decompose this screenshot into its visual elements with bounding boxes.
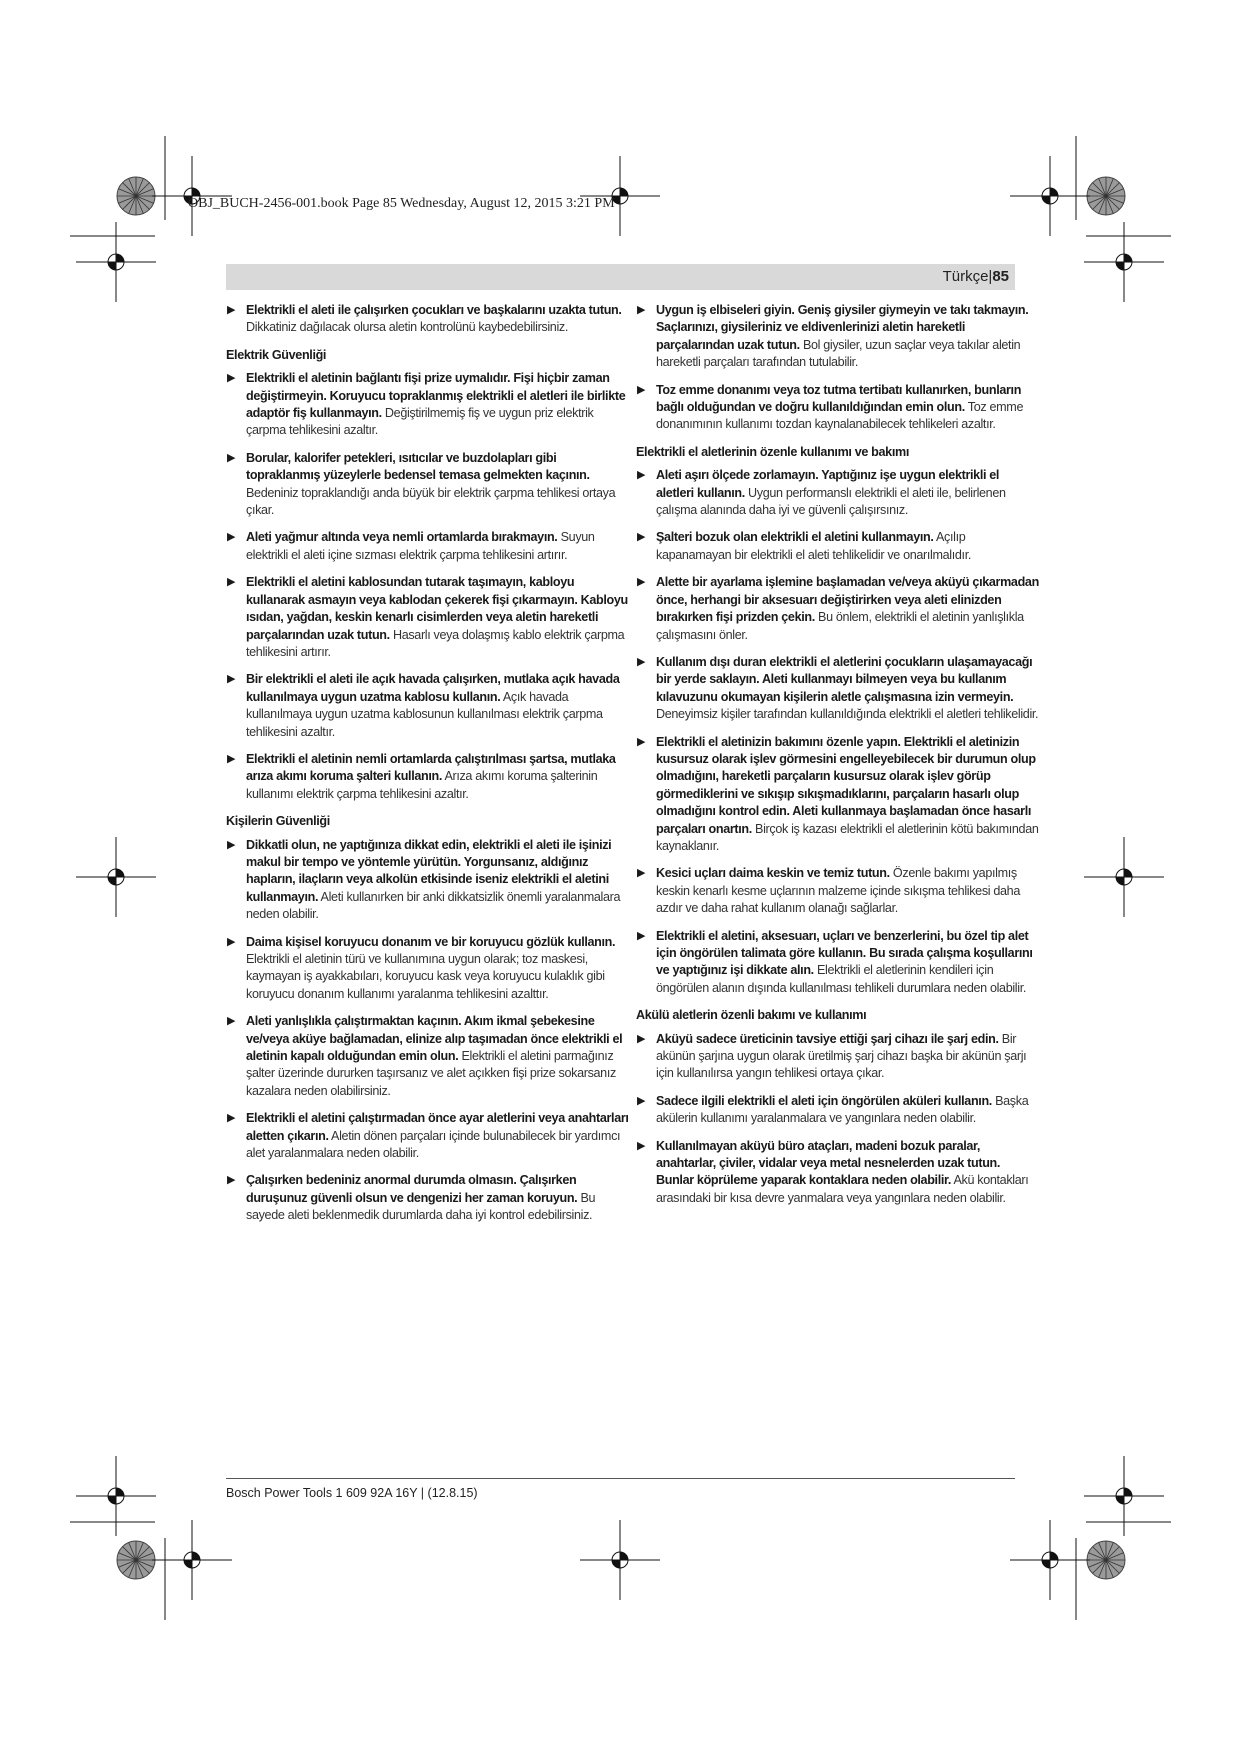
bullet-arrow-icon: ▶ — [637, 929, 646, 942]
header-language: Türkçe — [942, 268, 989, 285]
item-explanation: Arıza akımı koruma şalterinin kullanımı elektrik çarpma tehlikesini azaltır. — [246, 769, 598, 801]
bullet-arrow-icon: ▶ — [637, 1139, 646, 1152]
section-heading: Kişilerin Güvenliği — [226, 814, 330, 829]
item-explanation: Başka akülerin kullanımı yaralanmalara ve yangınlara neden olabilir. — [656, 1093, 1029, 1126]
item-emphasis: Kullanılmayan aküyü büro ataçları, madeni bozuk paralar, anahtarlar, çiviler, vidalar veya metal nesnelerden uzak tutun. Bunlar köprüleme yaparak kontaklara neden olabilir. — [656, 1138, 1001, 1188]
item-explanation: Özenle bakımı yapılmış keskin kenarlı kesme uçlarının malzeme içinde sıkışma tehlikesi daha azdır ve daha rahat kullanım olanağı sağlarlar. — [656, 866, 1020, 916]
header-separator: | — [988, 268, 993, 285]
footer-rule — [226, 1478, 1015, 1479]
safety-item — [636, 467, 1040, 519]
item-emphasis: Aleti yanlışlıkla çalıştırmaktan kaçının. Akım ikmal şebekesine ve/veya aküye bağlamadan, elinize alıp taşımadan önce elektrikli el aletinin kapalı olduğundan emin olun. — [246, 1014, 623, 1064]
item-explanation: Suyun elektrikli el aleti içine sızması elektrik çarpma tehlikesini artırır. — [246, 530, 595, 562]
bullet-arrow-icon: ▶ — [227, 372, 236, 385]
item-emphasis: Sadece ilgili elektrikli el aleti için öngörülen aküleri kullanın. — [656, 1093, 992, 1108]
item-emphasis: Aleti yağmur altında veya nemli ortamlarda bırakmayın. — [246, 530, 558, 545]
footer-text: Bosch Power Tools 1 609 92A 16Y | (12.8.15) — [226, 1486, 478, 1500]
safety-item — [226, 370, 630, 440]
item-explanation: Akü kontakları arasındaki bir kısa devre yanmalara veya yangınlara neden olabilir. — [656, 1173, 1029, 1205]
bullet-arrow-icon: ▶ — [637, 576, 646, 589]
bullet-arrow-icon: ▶ — [227, 531, 236, 544]
page-header — [226, 264, 1015, 290]
bullet-arrow-icon: ▶ — [637, 1094, 646, 1107]
safety-item — [226, 574, 630, 661]
bullet-arrow-icon: ▶ — [227, 1015, 236, 1028]
item-explanation: Açılıp kapanamayan bir elektrikli el aleti tehlikelidir ve onarılmalıdır. — [656, 530, 971, 562]
safety-item — [636, 865, 1040, 917]
item-explanation: Aleti kullanırken bir anki dikkatsizlik önemli yaralanmalara neden olabilir. — [246, 889, 621, 922]
item-explanation: Değiştirilmemiş fiş ve uygun priz elektrik çarpma tehlikesini azaltır. — [246, 406, 594, 438]
bullet-arrow-icon: ▶ — [637, 735, 646, 748]
item-emphasis: Borular, kalorifer petekleri, ısıtıcılar ve buzdolapları gibi topraklanmış yüzeylerle bedensel temasa gelmekten kaçının. — [246, 450, 590, 483]
safety-item — [226, 934, 630, 1004]
bullet-arrow-icon: ▶ — [227, 935, 236, 948]
section-heading: Akülü aletlerin özenli bakımı ve kullanımı — [636, 1008, 867, 1023]
bullet-arrow-icon: ▶ — [227, 838, 236, 851]
book-slug-line: OBJ_BUCH-2456-001.book Page 85 Wednesday, August 12, 2015 3:21 PM — [188, 196, 615, 211]
item-emphasis: Şalteri bozuk olan elektrikli el aletini kullanmayın. — [656, 530, 934, 545]
item-emphasis: Aküyü sadece üreticinin tavsiye ettiği şarj cihazı ile şarj edin. — [656, 1031, 999, 1046]
safety-item — [636, 734, 1040, 856]
item-explanation: Toz emme donanımının kullanımı tozdan kaynalanabilecek tehlikeleri azaltır. — [656, 400, 1024, 432]
safety-item — [226, 751, 630, 803]
safety-item — [636, 654, 1040, 724]
item-explanation: Uygun performanslı elektrikli el aleti ile, belirlenen çalışma alanında daha iyi ve güvenli çalışırsınız. — [656, 485, 1006, 518]
item-explanation: Aletin dönen parçaları içinde bulunabilecek bir yardımcı alet yaralanmalara neden olabilir. — [246, 1128, 621, 1161]
safety-item — [226, 1110, 630, 1162]
safety-item — [226, 529, 630, 564]
safety-item — [636, 302, 1040, 372]
section-heading: Elektrik Güvenliği — [226, 347, 327, 362]
header-text — [943, 268, 1009, 285]
bullet-arrow-icon: ▶ — [637, 655, 646, 668]
safety-item — [636, 1031, 1040, 1083]
item-emphasis: Çalışırken bedeniniz anormal durumda olmasın. Çalışırken duruşunuz güvenli olsun ve dengenizi her zaman koruyun. — [246, 1173, 578, 1205]
item-explanation: Birçok iş kazası elektrikli el aletlerinin kötü bakımından kaynaklanır. — [656, 821, 1039, 853]
page-number: 85 — [992, 268, 1009, 285]
item-emphasis: Toz emme donanımı veya toz tutma tertibatı kullanırken, bunların bağlı olduğundan ve doğru kullanıldığından emin olun. — [656, 382, 1022, 415]
safety-item — [226, 671, 630, 741]
safety-item — [226, 1013, 630, 1100]
bullet-arrow-icon: ▶ — [227, 752, 236, 765]
bullet-arrow-icon: ▶ — [227, 1112, 236, 1125]
bullet-arrow-icon: ▶ — [637, 1032, 646, 1045]
item-explanation: Elektrikli el aletinin türü ve kullanımına uygun olarak; toz maskesi, kaymayan iş ayakkabıları, koruyucu kask veya koruyucu kulaklık gibi koruyucu donanım kullanımı yaralanma tehlikesini azalttır. — [246, 952, 605, 1001]
bullet-arrow-icon: ▶ — [637, 469, 646, 482]
bullet-arrow-icon: ▶ — [227, 451, 236, 464]
item-emphasis: Elektrikli el aletinizin bakımını özenle yapın. Elektrikli el aletinizin kusursuz olarak işlev görmesini engelleyebilecek bir durumun olup olmadığını, hareketli parçaların kusursuz olarak işlev görüp görmediklerini ve sıkışıp sıkışmadıklarını, parçaların hasarlı olup olmadığını kontrol edin. Aleti kullanmaya başlamadan önce hasarlı parçaları onartın. — [656, 734, 1036, 836]
left-column — [226, 302, 630, 1235]
item-emphasis: Kullanım dışı duran elektrikli el aletlerini çocukların ulaşamayacağı bir yerde saklayın. Aleti kullanmayı bilmeyen veya bu kullanım kılavuzunu okumayan kişilerin aletle çalışmasına izin vermeyin. — [656, 654, 1033, 704]
item-emphasis: Elektrikli el aletini çalıştırmadan önce ayar aletlerini veya anahtarları aletten çıkarın. — [246, 1111, 629, 1143]
item-explanation: Bu önlem, elektrikli el aletinin yanlışlıkla çalışmasını önler. — [656, 610, 1024, 642]
item-explanation: Bir akünün şarjına uygun olarak üretilmiş şarj cihazı başka bir akünün şarjı için kullanılırsa yangın tehlikesi ortaya çıkar. — [656, 1031, 1027, 1081]
item-explanation: Dikkatiniz dağılacak olursa aletin kontrolünü kaybedebilirsiniz. — [246, 320, 569, 335]
item-explanation: Bedeniniz topraklandığı anda büyük bir elektrik çarpma tehlikesi ortaya çıkar. — [246, 485, 616, 518]
item-emphasis: Elektrikli el aletinin nemli ortamlarda çalıştırılması şartsa, mutlaka arıza akımı koruma şalteri kullanın. — [246, 751, 616, 784]
item-explanation: Hasarlı veya dolaşmış kablo elektrik çarpma tehlikesini artırır. — [246, 627, 625, 659]
safety-item — [226, 302, 630, 337]
section-heading: Elektrikli el aletlerinin özenle kullanımı ve bakımı — [636, 444, 909, 459]
safety-item — [636, 529, 1040, 564]
item-emphasis: Elektrikli el aletini kablosundan tutarak taşımayın, kabloyu kullanarak asmayın veya kablodan çekerek fişi çıkarmayın. Kabloyu ısıdan, yağdan, keskin kenarlı cisimlerden veya aletin hareketli parçalarından uzak tutun. — [246, 575, 628, 642]
safety-item — [636, 1093, 1040, 1128]
item-explanation: Açık havada kullanılmaya uygun uzatma kablosunun kullanılması elektrik çarpma tehlikesini azaltır. — [246, 689, 603, 739]
bullet-arrow-icon: ▶ — [637, 531, 646, 544]
item-emphasis: Elektrikli el aletini, aksesuarı, uçları ve benzerlerini, bu özel tip alet için öngörülen talimata göre kullanın. Bu sırada çalışma koşullarını ve yaptığınız işi dikkate alın. — [656, 928, 1033, 978]
item-emphasis: Aleti aşırı ölçede zorlamayın. Yaptığınız işe uygun elektrikli el aletleri kullanın. — [656, 468, 1000, 500]
item-emphasis: Bir elektrikli el aleti ile açık havada çalışırken, mutlaka açık havada kullanılmaya uygun uzatma kablosu kullanın. — [246, 672, 620, 704]
safety-item — [636, 928, 1040, 998]
safety-item — [226, 450, 630, 520]
item-emphasis: Kesici uçları daima keskin ve temiz tutun. — [656, 866, 890, 881]
safety-item — [636, 1138, 1040, 1208]
bullet-arrow-icon: ▶ — [227, 673, 236, 686]
item-emphasis: Elektrikli el aletinin bağlantı fişi prize uymalıdır. Fişi hiçbir zaman değiştirmeyin. Koruyucu topraklanmış elektrikli el aletleri ile birlikte adaptör fiş kullanmayın. — [246, 371, 626, 421]
item-emphasis: Elektrikli el aleti ile çalışırken çocukları ve başkalarını uzakta tutun. — [246, 303, 622, 317]
bullet-arrow-icon: ▶ — [637, 867, 646, 880]
item-explanation: Bol giysiler, uzun saçlar veya takılar aletin hareketli parçaları tarafından tutulabilir. — [656, 337, 1021, 370]
bullet-arrow-icon: ▶ — [227, 576, 236, 589]
item-explanation: Bu sayede aleti beklenmedik durumlarda daha iyi kontrol edebilirsiniz. — [246, 1190, 596, 1223]
item-explanation: Deneyimsiz kişiler tarafından kullanıldığında elektrikli el aletleri tehlikelidir. — [656, 707, 1039, 722]
item-explanation: Elektrikli el aletini parmağınız şalter üzerinde dururken taşırsanız ve alet açıkken fişi prize sokarsanız kazalara neden olabilirsiniz. — [246, 1049, 616, 1098]
safety-item — [636, 574, 1040, 644]
safety-item — [636, 382, 1040, 434]
item-emphasis: Alette bir ayarlama işlemine başlamadan ve/veya aküyü çıkarmadan önce, herhangi bir aksesuarı değiştirirken veya aleti elinizden bırakırken fişi prizden çekin. — [656, 575, 1039, 625]
safety-item — [226, 837, 630, 924]
item-explanation: Elektrikli el aletlerinin kendileri için öngörülen alanın dışında kullanılması tehlikeli durumlara neden olabilir. — [656, 963, 1026, 995]
item-emphasis: Daima kişisel koruyucu donanım ve bir koruyucu gözlük kullanın. — [246, 934, 616, 949]
right-column — [636, 302, 1040, 1217]
item-emphasis: Uygun iş elbiseleri giyin. Geniş giysiler giymeyin ve takı takmayın. Saçlarınızı, giysileriniz ve eldivenlerinizi aletin hareketli parçalarından uzak tutun. — [656, 303, 1029, 352]
bullet-arrow-icon: ▶ — [227, 1174, 236, 1187]
item-emphasis: Dikkatli olun, ne yaptığınıza dikkat edin, elektrikli el aleti ile işinizi makul bir tempo ve yöntemle yürütün. Yorgunsanız, aldığınız hapların, ilaçların veya alkolün etkisinde iseniz elektrikli el aletini kullanmayın. — [246, 837, 612, 904]
bullet-arrow-icon: ▶ — [637, 304, 646, 316]
bullet-arrow-icon: ▶ — [227, 304, 236, 316]
safety-item — [226, 1172, 630, 1224]
bullet-arrow-icon: ▶ — [637, 383, 646, 396]
